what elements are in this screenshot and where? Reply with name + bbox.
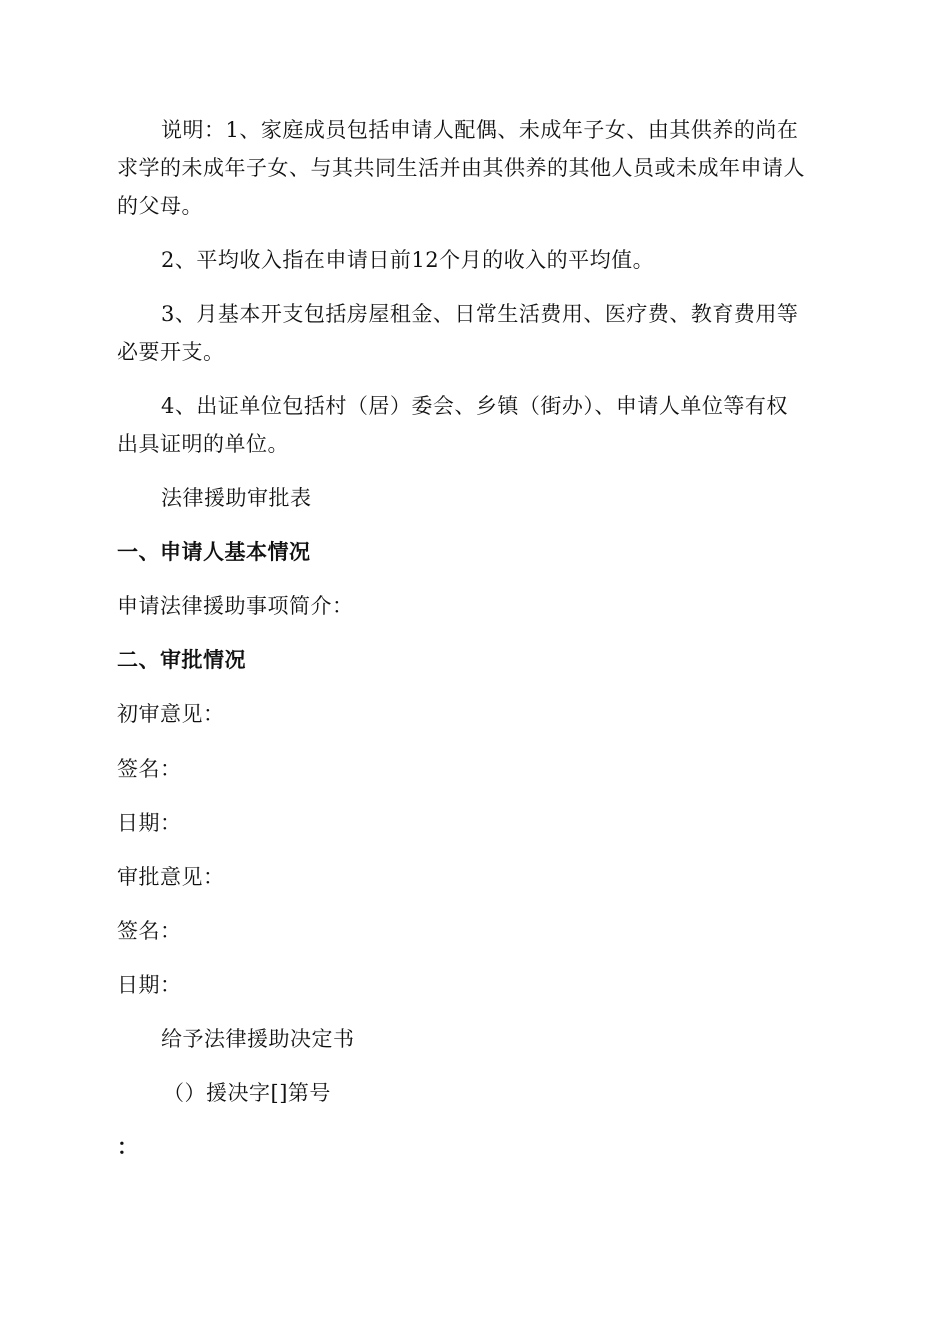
note-2: 2、平均收入指在申请日前12个月的收入的平均值。 (161, 248, 655, 272)
section-2-heading: 二、审批情况 (117, 647, 246, 672)
note-1-line-2: 求学的未成年子女、与其共同生活并由其供养的其他人员或未成年申请人 (117, 156, 805, 180)
note-4-line-2: 出具证明的单位。 (117, 432, 289, 456)
decision-doc-number: （）援决字[]第号 (163, 1081, 331, 1105)
addressee-colon: ： (117, 1134, 139, 1159)
approval-opinion-label: 审批意见： (117, 865, 225, 889)
signature-label-1: 签名： (117, 757, 182, 781)
section-1-heading: 一、申请人基本情况 (117, 539, 311, 564)
date-label-2: 日期： (117, 973, 182, 997)
note-3-line-1: 3、月基本开支包括房屋租金、日常生活费用、医疗费、教育费用等 (161, 302, 799, 326)
note-1-line-1: 说明：1、家庭成员包括申请人配偶、未成年子女、由其供养的尚在 (161, 118, 799, 142)
date-label-1: 日期： (117, 811, 182, 835)
initial-opinion-label: 初审意见： (117, 702, 225, 726)
signature-label-2: 签名： (117, 919, 182, 943)
decision-title: 给予法律援助决定书 (161, 1027, 355, 1051)
note-4-line-1: 4、出证单位包括村（居）委会、乡镇（街办）、申请人单位等有权 (161, 394, 788, 418)
note-3-line-2: 必要开支。 (117, 340, 225, 364)
note-1-line-3: 的父母。 (117, 194, 203, 218)
approval-form-title: 法律援助审批表 (161, 486, 312, 510)
matter-summary-label: 申请法律援助事项简介： (117, 594, 354, 618)
